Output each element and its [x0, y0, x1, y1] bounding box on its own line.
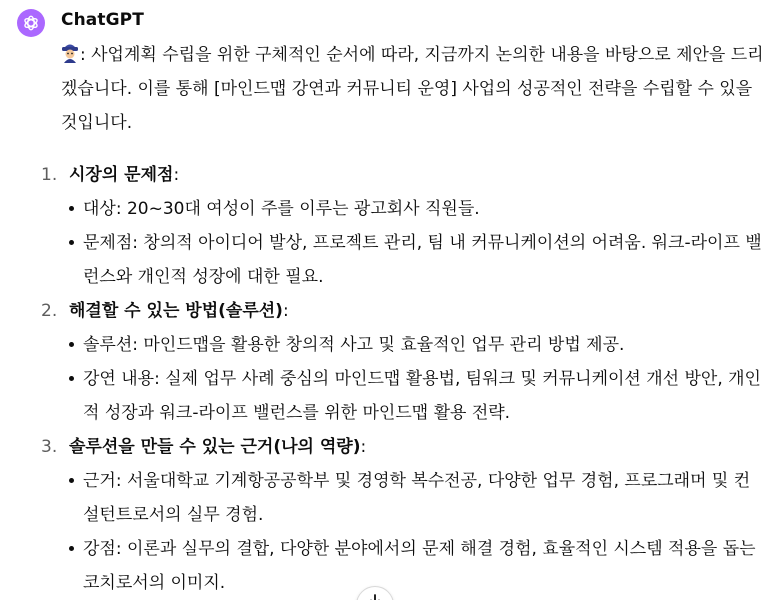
intro-paragraph: [61, 38, 766, 140]
bullet-item: [69, 362, 766, 430]
bullet-text: 근거: 서울대학교 기계항공공학부 및 경영학 복수전공, 다양한 업무 경험, 프로그래머 및 컨설턴트로서의 실무 경험.: [83, 471, 751, 525]
section-number: 2.: [41, 301, 58, 321]
bullet-list: [69, 192, 766, 294]
sender-name: ChatGPT: [61, 10, 144, 30]
section-item: [41, 430, 766, 600]
bullet-text: 강점: 이론과 실무의 결합, 다양한 분야에서의 문제 해결 경험, 효율적인 시스템 적용을 돕는 코치로서의 이미지.: [83, 539, 756, 593]
bullet-dot-icon: [69, 546, 74, 551]
bullet-list: [69, 328, 766, 430]
section-number: 1.: [41, 165, 58, 185]
bullet-text: 솔루션: 마인드맵을 활용한 창의적 사고 및 효율적인 업무 관리 방법 제공.: [83, 335, 625, 355]
bullet-dot-icon: [69, 342, 74, 347]
bullet-dot-icon: [69, 478, 74, 483]
bullet-text: 대상: 20~30대 여성이 주를 이루는 광고회사 직원들.: [83, 199, 480, 219]
bullet-item: [69, 464, 766, 532]
section-colon: :: [282, 301, 289, 321]
bullet-dot-icon: [69, 206, 74, 211]
bullet-dot-icon: [69, 240, 74, 245]
bullet-item: [69, 226, 766, 294]
section-colon: :: [360, 437, 367, 457]
section-item: [41, 158, 766, 294]
detective-emoji-icon: [61, 41, 79, 61]
intro-text: : 사업계획 수립을 위한 구체적인 순서에 따라, 지금까지 논의한 내용을 바탕으로 제안을 드리겠습니다. 이를 통해 [마인드맵 강연과 커뮤니티 운영] 사업의 성공적인 전략을 수립할 수 있을 것입니다.: [61, 45, 764, 133]
arrow-down-icon: [367, 592, 383, 600]
section-heading: 해결할 수 있는 방법(솔루션): [69, 301, 283, 321]
bullet-item: [69, 532, 766, 600]
section-heading: 시장의 문제점: [69, 165, 174, 185]
section-heading: 솔루션을 만들 수 있는 근거(나의 역량): [69, 437, 361, 457]
section-number: 3.: [41, 437, 58, 457]
section-item: [41, 294, 766, 430]
section-colon: :: [173, 165, 180, 185]
bullet-item: [69, 328, 766, 362]
bullet-item: [69, 192, 766, 226]
chatgpt-avatar: [17, 9, 45, 37]
message-body: [41, 38, 766, 600]
bullet-text: 문제점: 창의적 아이디어 발상, 프로젝트 관리, 팀 내 커뮤니케이션의 어려움. 워크-라이프 밸런스와 개인적 성장에 대한 필요.: [83, 233, 762, 287]
bullet-dot-icon: [69, 376, 74, 381]
sections-list: [41, 158, 766, 600]
bullet-text: 강연 내용: 실제 업무 사례 중심의 마인드맵 활용법, 팀워크 및 커뮤니케이션 개선 방안, 개인적 성장과 워크-라이프 밸런스를 위한 마인드맵 활용 전략.: [83, 369, 761, 423]
openai-logo-icon: [22, 14, 40, 32]
bullet-list: [69, 464, 766, 600]
